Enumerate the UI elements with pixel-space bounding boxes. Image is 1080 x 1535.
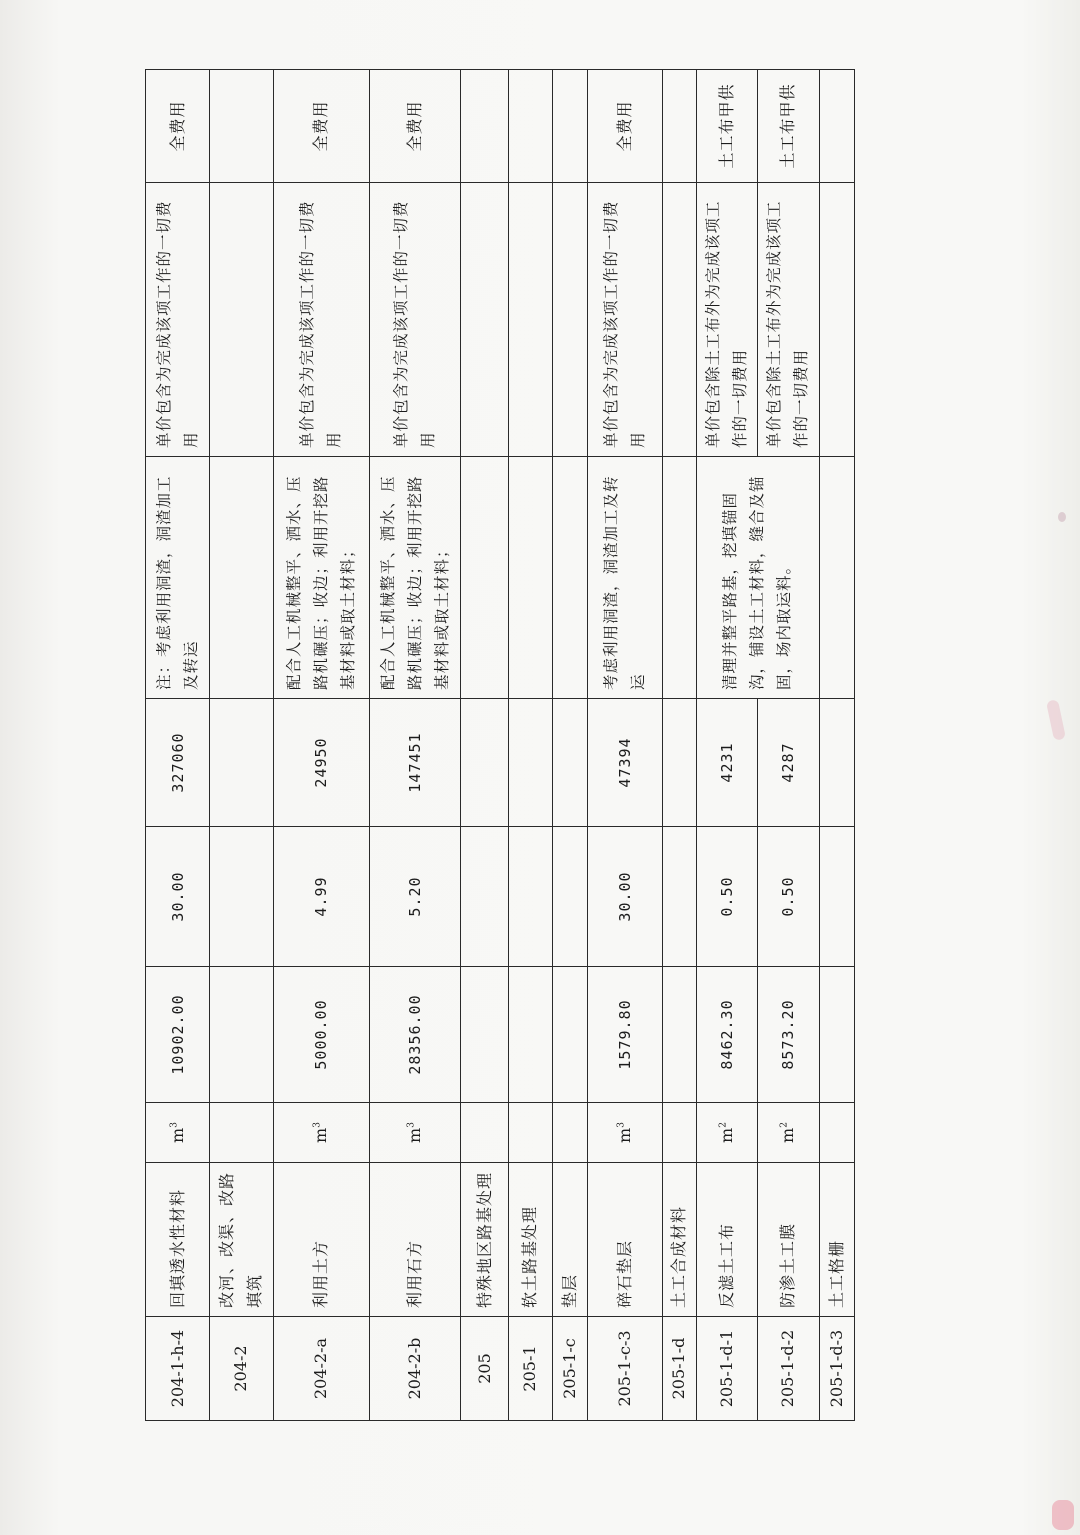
cost-type-cell: 全费用 — [273, 70, 369, 183]
unit-cell — [662, 1103, 696, 1163]
quantity-cell: 28356.00 — [370, 967, 461, 1103]
amount-cell: 4231 — [696, 699, 757, 827]
unit-cell — [509, 1103, 553, 1163]
item-name-cell: 改河、改渠、改路填筑 — [210, 1163, 273, 1317]
amount-cell: 327060 — [146, 699, 210, 827]
unit-base: m — [614, 1127, 634, 1143]
item-name-cell: 土工合成材料 — [662, 1163, 696, 1317]
quantity-cell — [210, 967, 273, 1103]
table-row — [146, 70, 210, 1421]
amount-cell — [461, 699, 509, 827]
bill-of-quantities-table — [145, 69, 855, 1421]
item-code-cell: 205-1-d-3 — [819, 1317, 854, 1421]
amount-cell — [509, 699, 553, 827]
unit-cell — [587, 1103, 662, 1163]
work-content-cell — [819, 457, 854, 699]
unit-exponent: 2 — [780, 1122, 791, 1128]
quantity-cell — [552, 967, 587, 1103]
work-content-cell: 清理并整平路基，挖填锚固沟，铺设土工材料，缝合及锚固，场内取运料。 — [696, 457, 819, 699]
price-scope-cell — [461, 183, 509, 457]
table-row — [696, 70, 757, 1421]
cost-type-cell — [509, 70, 553, 183]
ink-speck — [1058, 512, 1066, 522]
cost-type-cell — [662, 70, 696, 183]
price-scope-cell: 单价包含除土工布外为完成该项工作的一切费用 — [696, 183, 757, 457]
item-code-cell: 205-1-d-2 — [758, 1317, 819, 1421]
unit-base: m — [778, 1127, 798, 1143]
unit-price-cell: 0.50 — [696, 827, 757, 967]
item-code-cell: 205 — [461, 1317, 509, 1421]
price-scope-cell: 单价包含为完成该项工作的一切费用 — [146, 183, 210, 457]
unit-cell — [370, 1103, 461, 1163]
quantity-cell — [819, 967, 854, 1103]
unit-exponent: 2 — [718, 1122, 729, 1128]
unit-cell — [552, 1103, 587, 1163]
unit-exponent: 3 — [406, 1122, 417, 1128]
cost-type-cell: 土工布甲供 — [758, 70, 819, 183]
table-row — [370, 70, 461, 1421]
amount-cell: 47394 — [587, 699, 662, 827]
work-content-cell — [662, 457, 696, 699]
table-row — [758, 70, 819, 1421]
item-code-cell: 204-2 — [210, 1317, 273, 1421]
unit-price-cell: 30.00 — [587, 827, 662, 967]
unit-base: m — [405, 1127, 425, 1143]
unit-cell — [210, 1103, 273, 1163]
unit-price-cell — [210, 827, 273, 967]
table-row — [210, 70, 273, 1421]
amount-cell: 147451 — [370, 699, 461, 827]
item-code-cell: 205-1-d-1 — [696, 1317, 757, 1421]
price-scope-cell — [210, 183, 273, 457]
table-row — [587, 70, 662, 1421]
work-content-cell: 配合人工机械整平、洒水、压路机碾压；收边；利用开挖路基材料或取土材料； — [370, 457, 461, 699]
item-name-cell: 土工格栅 — [819, 1163, 854, 1317]
price-scope-cell: 单价包含为完成该项工作的一切费用 — [587, 183, 662, 457]
unit-cell — [146, 1103, 210, 1163]
unit-cell — [758, 1103, 819, 1163]
price-scope-cell — [662, 183, 696, 457]
item-name-cell: 利用土方 — [273, 1163, 369, 1317]
work-content-cell: 配合人工机械整平、洒水、压路机碾压；收边；利用开挖路基材料或取土材料； — [273, 457, 369, 699]
item-code-cell: 204-1-h-4 — [146, 1317, 210, 1421]
price-scope-cell: 单价包含为完成该项工作的一切费用 — [370, 183, 461, 457]
table-row — [509, 70, 553, 1421]
table-row — [461, 70, 509, 1421]
item-code-cell: 204-2-b — [370, 1317, 461, 1421]
cost-type-cell — [461, 70, 509, 183]
price-scope-cell: 单价包含为完成该项工作的一切费用 — [273, 183, 369, 457]
unit-price-cell — [509, 827, 553, 967]
unit-price-cell — [461, 827, 509, 967]
cost-type-cell: 土工布甲供 — [696, 70, 757, 183]
item-name-cell: 特殊地区路基处理 — [461, 1163, 509, 1317]
quantity-cell: 8573.20 — [758, 967, 819, 1103]
unit-exponent: 3 — [312, 1122, 323, 1128]
item-name-cell: 利用石方 — [370, 1163, 461, 1317]
unit-cell — [273, 1103, 369, 1163]
cost-type-cell: 全费用 — [146, 70, 210, 183]
unit-price-cell: 0.50 — [758, 827, 819, 967]
quantity-cell: 1579.80 — [587, 967, 662, 1103]
table-row — [662, 70, 696, 1421]
unit-price-cell: 5.20 — [370, 827, 461, 967]
unit-base: m — [716, 1127, 736, 1143]
item-code-cell: 205-1-c — [552, 1317, 587, 1421]
work-content-cell: 考虑利用洞渣，洞渣加工及转运 — [587, 457, 662, 699]
work-content-cell — [509, 457, 553, 699]
cost-type-cell: 全费用 — [587, 70, 662, 183]
quantity-cell — [662, 967, 696, 1103]
document-sheet — [145, 70, 855, 1421]
unit-exponent: 3 — [616, 1122, 627, 1128]
cost-type-cell: 全费用 — [370, 70, 461, 183]
amount-cell — [210, 699, 273, 827]
table-row — [819, 70, 854, 1421]
item-code-cell: 204-2-a — [273, 1317, 369, 1421]
unit-base: m — [167, 1127, 187, 1143]
quantity-cell — [509, 967, 553, 1103]
item-name-cell: 防渗土工膜 — [758, 1163, 819, 1317]
cost-type-cell — [552, 70, 587, 183]
item-name-cell: 反滤土工布 — [696, 1163, 757, 1317]
unit-cell — [819, 1103, 854, 1163]
unit-base: m — [311, 1127, 331, 1143]
amount-cell — [552, 699, 587, 827]
item-name-cell: 回填透水性材料 — [146, 1163, 210, 1317]
unit-exponent: 3 — [169, 1122, 180, 1128]
cost-type-cell — [210, 70, 273, 183]
item-name-cell: 垫层 — [552, 1163, 587, 1317]
unit-cell — [461, 1103, 509, 1163]
amount-cell — [662, 699, 696, 827]
unit-cell — [696, 1103, 757, 1163]
price-scope-cell — [552, 183, 587, 457]
price-scope-cell — [819, 183, 854, 457]
unit-price-cell — [552, 827, 587, 967]
work-content-cell — [461, 457, 509, 699]
item-name-cell: 碎石垫层 — [587, 1163, 662, 1317]
item-name-cell: 软土路基处理 — [509, 1163, 553, 1317]
amount-cell: 4287 — [758, 699, 819, 827]
price-scope-cell: 单价包含除土工布外为完成该项工作的一切费用 — [758, 183, 819, 457]
unit-price-cell: 30.00 — [146, 827, 210, 967]
item-code-cell: 205-1-d — [662, 1317, 696, 1421]
table-row — [552, 70, 587, 1421]
unit-price-cell — [662, 827, 696, 967]
item-code-cell: 205-1-c-3 — [587, 1317, 662, 1421]
amount-cell — [819, 699, 854, 827]
price-scope-cell — [509, 183, 553, 457]
cost-type-cell — [819, 70, 854, 183]
red-stamp-fragment — [1052, 1500, 1074, 1530]
item-code-cell: 205-1 — [509, 1317, 553, 1421]
quantity-cell: 8462.30 — [696, 967, 757, 1103]
rotated-table-wrapper — [145, 70, 855, 1421]
unit-price-cell — [819, 827, 854, 967]
amount-cell: 24950 — [273, 699, 369, 827]
quantity-cell: 5000.00 — [273, 967, 369, 1103]
quantity-cell — [461, 967, 509, 1103]
table-row — [273, 70, 369, 1421]
work-content-cell: 注：考虑利用洞渣，洞渣加工及转运 — [146, 457, 210, 699]
quantity-cell: 10902.00 — [146, 967, 210, 1103]
unit-price-cell: 4.99 — [273, 827, 369, 967]
work-content-cell — [210, 457, 273, 699]
work-content-cell — [552, 457, 587, 699]
